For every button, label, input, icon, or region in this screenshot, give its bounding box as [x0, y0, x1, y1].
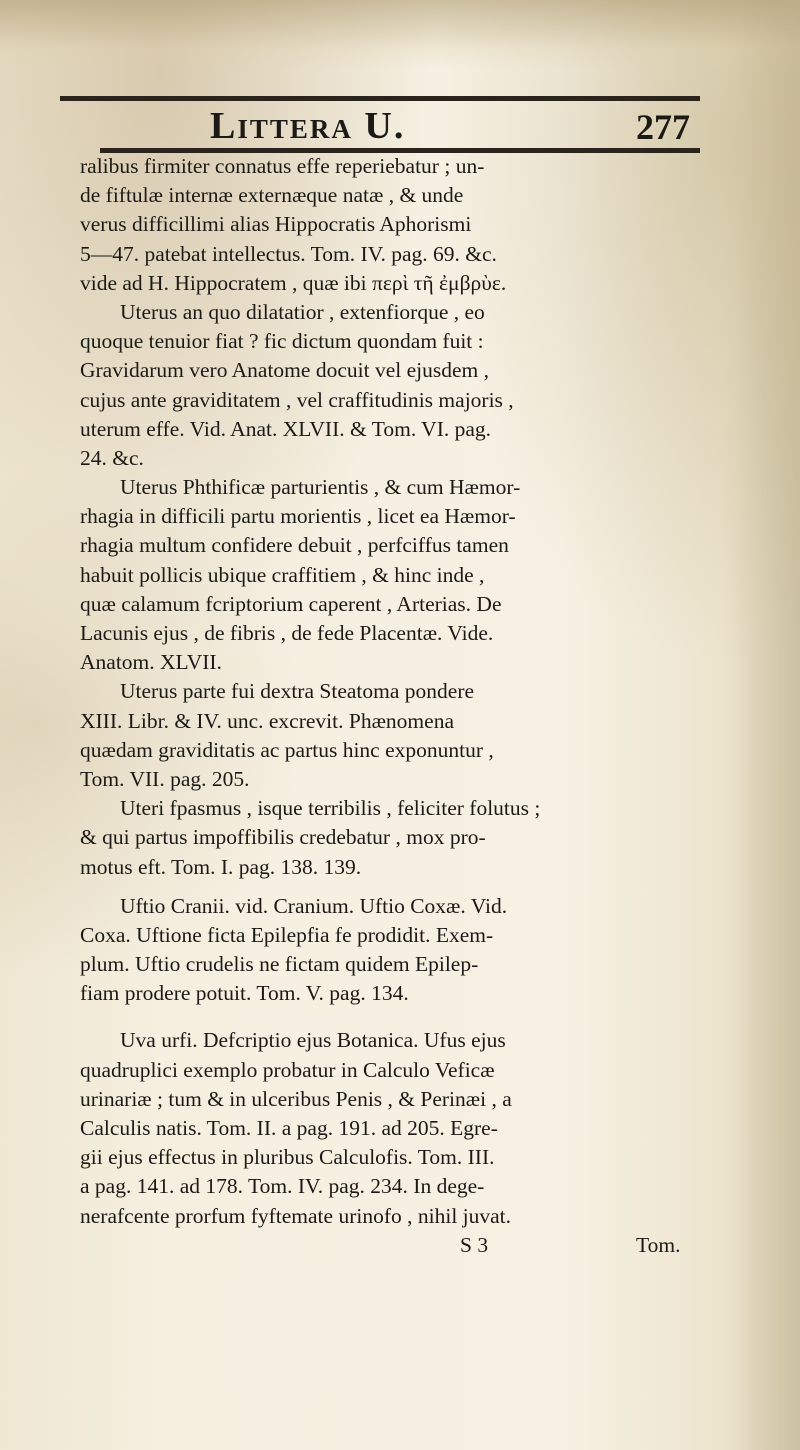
text-line: urinariæ ; tum & in ulceribus Penis , & Perinæi , a — [80, 1086, 512, 1111]
running-head — [0, 98, 800, 148]
text-line: nerafcente prorfum fyftemate urinofo , nihil juvat. — [80, 1203, 512, 1228]
footer-line — [80, 1231, 680, 1260]
text-line: motus eft. Tom. I. pag. 138. 139. — [80, 854, 362, 879]
text-line: Uterus parte fui dextra Steatoma pondere — [120, 679, 475, 704]
text-line: cujus ante graviditatem , vel craffitudinis majoris , — [80, 387, 514, 412]
text-line: ralibus firmiter connatus effe reperiebatur ; un- — [80, 154, 485, 178]
entry-uterus-steatoma — [80, 677, 680, 794]
signature-mark: S 3 — [460, 1232, 489, 1257]
text-line: habuit pollicis ubique craffitiem , & hinc inde , — [80, 562, 485, 587]
entry-ralibus — [80, 152, 680, 298]
text-line: verus difficillimi alias Hippocratis Aphorismi — [80, 212, 472, 237]
text-line: uterum effe. Vid. Anat. XLVII. & Tom. VI. pag. — [80, 416, 492, 441]
text-line: quæ calamum fcriptorium caperent , Arterias. De — [80, 591, 502, 616]
text-line: quadruplici exemplo probatur in Calculo Veficæ — [80, 1057, 495, 1082]
entry-uterus-phthificae — [80, 473, 680, 677]
catchword: Tom. — [636, 1232, 681, 1257]
text-line: Uterus an quo dilatatior , extenfiorque , eo — [120, 299, 485, 324]
text-line: gii ejus effectus in pluribus Calculofis. Tom. III. — [80, 1145, 495, 1170]
entry-uva-ursi — [80, 1026, 680, 1230]
text-line: de fiftulæ internæ externæque natæ , & unde — [80, 183, 464, 208]
text-body — [80, 152, 680, 1260]
text-line: plum. Uftio crudelis ne fictam quidem Epilep- — [80, 952, 479, 977]
text-line: rhagia multum confidere debuit , perfciffus tamen — [80, 533, 509, 558]
text-line: Uteri fpasmus , isque terribilis , feliciter folutus ; — [120, 796, 541, 821]
text-line: quædam graviditatis ac partus hinc exponuntur , — [80, 737, 494, 762]
text-line: quoque tenuior fiat ? fic dictum quondam fuit : — [80, 329, 484, 354]
text-line: fiam prodere potuit. Tom. V. pag. 134. — [80, 981, 409, 1006]
text-line: Gravidarum vero Anatome docuit vel ejusdem , — [80, 358, 489, 383]
text-line: Uterus Phthificæ parturientis , & cum Hæmor- — [120, 475, 521, 500]
paragraph-gap — [80, 1008, 680, 1026]
text-line: rhagia in difficili partu morientis , licet ea Hæmor- — [80, 504, 516, 529]
text-line: Uftio Cranii. vid. Cranium. Uftio Coxæ. Vid. — [120, 893, 508, 918]
paragraph-gap — [80, 882, 680, 892]
text-line: Coxa. Uftione ficta Epilepfia fe prodidit. Exem- — [80, 922, 494, 947]
text-line: Calculis natis. Tom. II. a pag. 191. ad 205. Egre- — [80, 1116, 498, 1140]
text-line: vide ad H. Hippocratem , quæ ibi περὶ τῆ ἐμβρὺε. — [80, 270, 507, 295]
entry-uterus-dilatatior — [80, 298, 680, 473]
text-line: a pag. 141. ad 178. Tom. IV. pag. 234. In dege- — [80, 1174, 485, 1199]
text-line: 5—47. patebat intellectus. Tom. IV. pag. 69. &c. — [80, 241, 497, 266]
text-line: & qui partus impoffibilis credebatur , mox pro- — [80, 825, 486, 850]
right-edge-stain — [720, 0, 800, 1450]
text-line: Anatom. XLVII. — [80, 650, 222, 675]
text-line: Lacunis ejus , de fibris , de fede Placentæ. Vide. — [80, 621, 494, 645]
text-line: XIII. Libr. & IV. unc. excrevit. Phænomena — [80, 708, 454, 733]
entry-ustio — [80, 892, 680, 1009]
entry-uteri-spasmus — [80, 794, 680, 882]
text-line: Uva urfi. Defcriptio ejus Botanica. Ufus ejus — [120, 1028, 506, 1053]
running-title: Litt​era U. — [210, 105, 406, 147]
page-number: 277 — [636, 107, 690, 147]
top-edge-stain — [0, 0, 800, 70]
text-line: 24. &c. — [80, 445, 144, 470]
text-line: Tom. VII. pag. 205. — [80, 766, 250, 791]
